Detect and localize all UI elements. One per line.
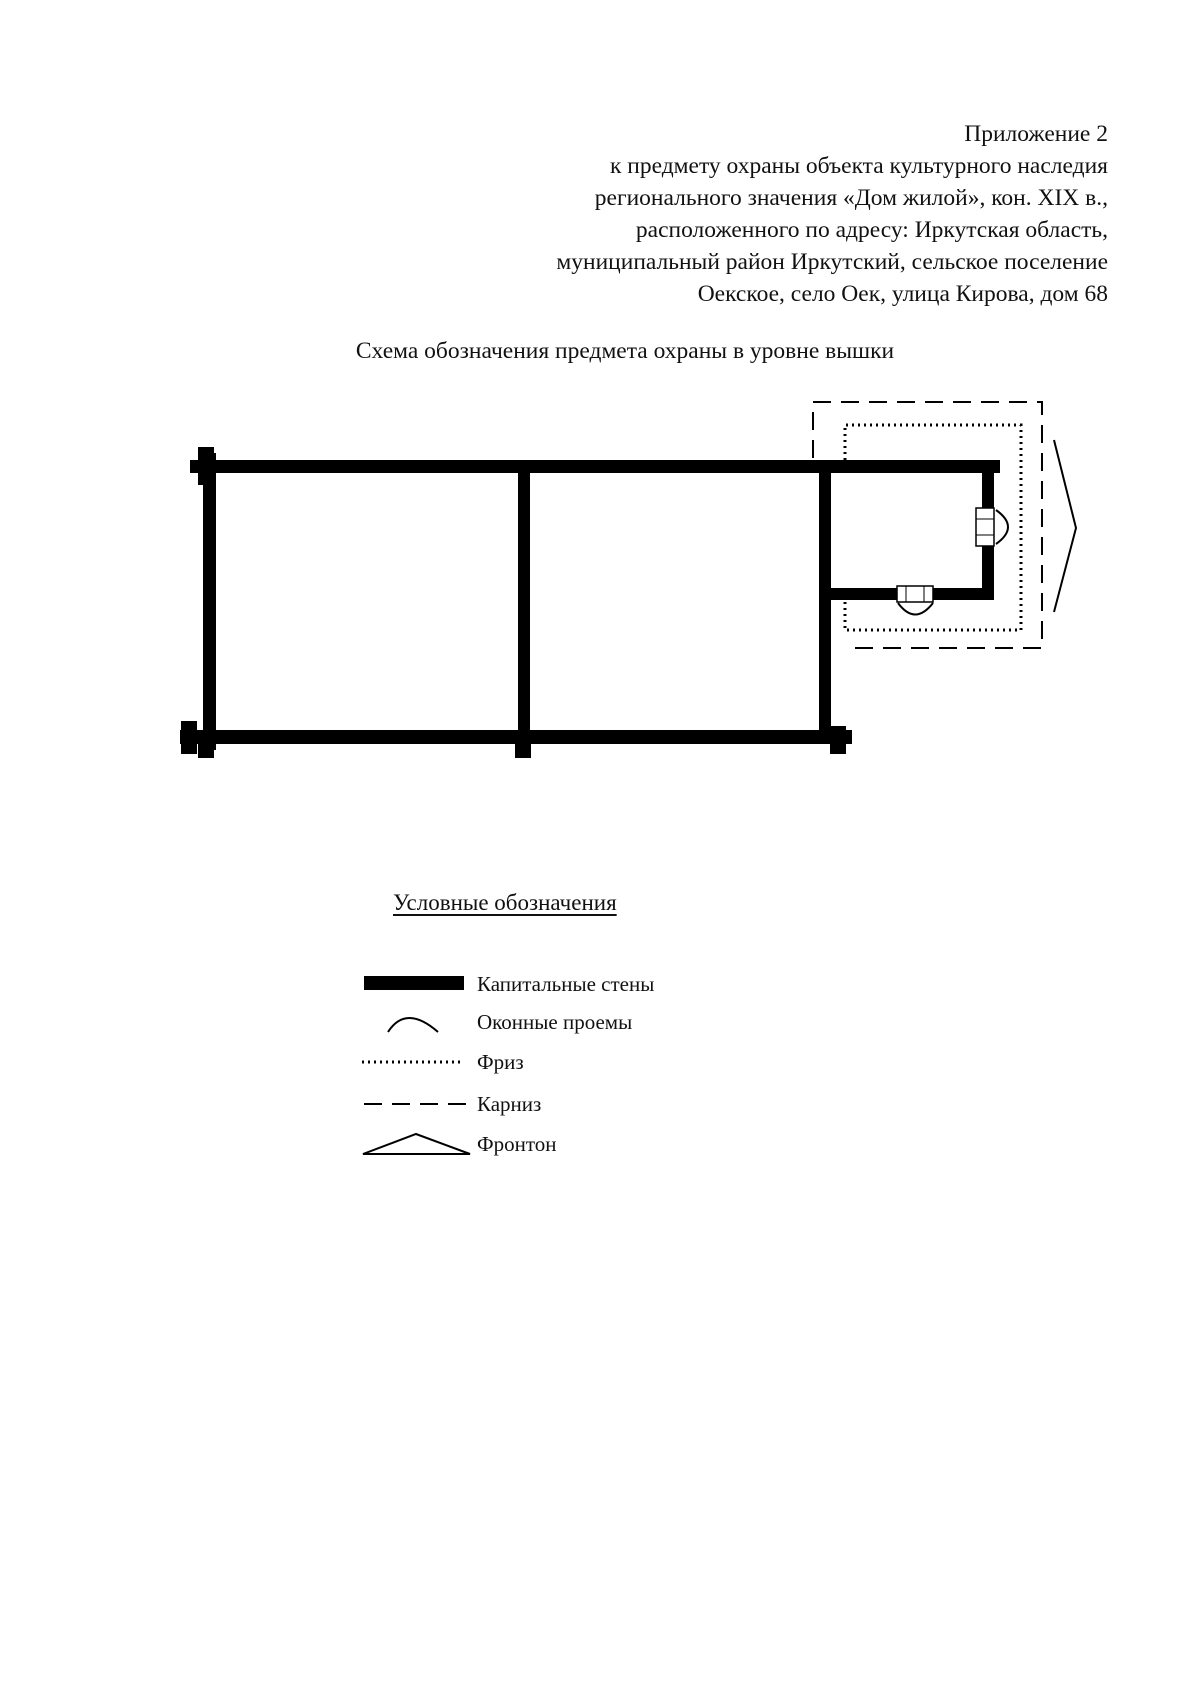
legend-label: Оконные проемы xyxy=(477,1010,633,1034)
pediment-triangle-icon xyxy=(362,1130,472,1160)
scheme-title: Схема обозначения предмета охраны в уровне вышки xyxy=(355,338,895,364)
legend-item-cornice xyxy=(362,1090,762,1120)
legend-item-capital-walls xyxy=(362,970,762,1000)
header-line: муниципальный район Иркутский, сельское поселение xyxy=(556,249,1108,275)
header-line: Оекское, село Оек, улица Кирова, дом 68 xyxy=(697,281,1108,307)
legend-label: Карниз xyxy=(477,1092,542,1116)
window-arc-icon xyxy=(362,1008,472,1038)
legend-item-pediment xyxy=(362,1130,762,1160)
legend-label: Фронтон xyxy=(477,1132,557,1156)
header-line: регионального значения «Дом жилой», кон. XIX в., xyxy=(594,185,1108,211)
header-line: Приложение 2 xyxy=(964,121,1108,147)
floor-plan xyxy=(0,0,1200,800)
legend-item-windows xyxy=(362,1008,762,1038)
dashed-line-icon xyxy=(362,1090,472,1120)
capital-walls xyxy=(180,447,1000,758)
header-line: расположенного по адресу: Иркутская область, xyxy=(635,217,1108,243)
legend-label: Капитальные стены xyxy=(477,972,655,996)
dotted-line-icon xyxy=(362,1048,472,1078)
legend-label: Фриз xyxy=(477,1050,524,1074)
legend-item-frieze xyxy=(362,1048,762,1078)
thick-wall-icon xyxy=(362,970,472,1000)
header-line: к предмету охраны объекта культурного наследия xyxy=(609,153,1108,179)
pediment-triangle xyxy=(1054,440,1076,612)
legend-title: Условные обозначения xyxy=(393,890,617,915)
